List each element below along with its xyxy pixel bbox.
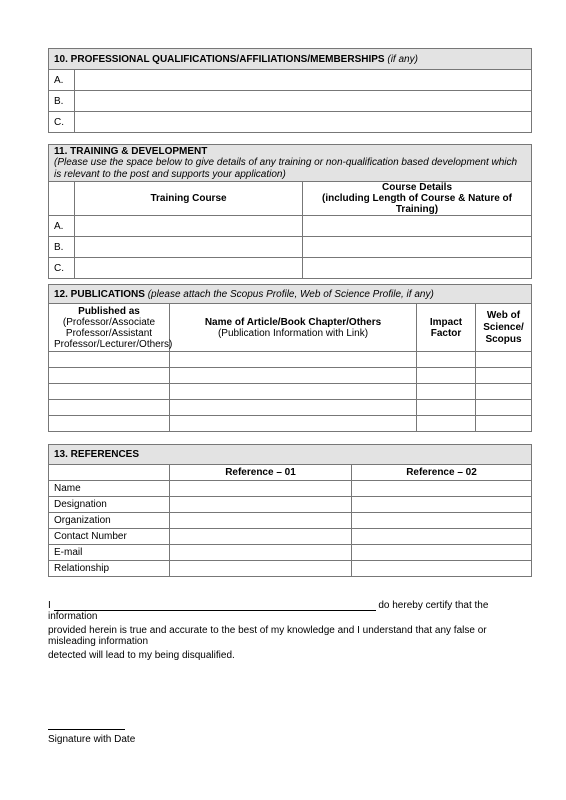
course-details-field-b[interactable] (303, 237, 532, 258)
publication-cell[interactable] (49, 368, 170, 384)
applicant-name-blank[interactable] (54, 600, 376, 611)
section-10-table (48, 48, 532, 133)
reference-01-designation-field[interactable] (170, 497, 352, 513)
section-12-header (49, 285, 532, 304)
impact-factor-header: Impact Factor (417, 304, 476, 352)
publication-cell[interactable] (476, 368, 532, 384)
section-11-title: 11. TRAINING & DEVELOPMENT (54, 145, 208, 157)
reference-01-contact-field[interactable] (170, 529, 352, 545)
course-details-header (303, 182, 532, 216)
row-label: A. (49, 70, 75, 91)
publication-cell[interactable] (417, 352, 476, 368)
published-as-header (49, 304, 173, 352)
article-name-title: Name of Article/Book Chapter/Others (204, 316, 382, 328)
web-of-science-header: Web of Science/ Scopus (476, 304, 532, 352)
row-label: B. (49, 91, 75, 112)
publication-cell[interactable] (417, 368, 476, 384)
reference-01-name-field[interactable] (170, 481, 352, 497)
section-13-table (48, 444, 532, 577)
section-11-note: (Please use the space below to give details of any training or non-qualification based development which is relevant to the post and supports your application) (54, 156, 518, 180)
section-11-header (49, 145, 532, 182)
published-as-title: Published as (78, 305, 140, 317)
blank-header-cell (49, 465, 170, 481)
reference-02-designation-field[interactable] (352, 497, 532, 513)
reference-01-organization-field[interactable] (170, 513, 352, 529)
training-course-header: Training Course (75, 182, 303, 216)
reference-field-label: Designation (49, 497, 170, 513)
training-course-field-c[interactable] (75, 258, 303, 279)
section-12-title-note: (please attach the Scopus Profile, Web of Science Profile, if any) (147, 288, 434, 300)
article-name-subtitle: (Publication Information with Link) (217, 327, 369, 339)
row-label: C. (49, 258, 75, 279)
reference-01-email-field[interactable] (170, 545, 352, 561)
publication-cell[interactable] (417, 400, 476, 416)
reference-01-relationship-field[interactable] (170, 561, 352, 577)
reference-field-label: Contact Number (49, 529, 170, 545)
reference-field-label: Name (49, 481, 170, 497)
publication-cell[interactable] (476, 400, 532, 416)
row-label: B. (49, 237, 75, 258)
section-12-table (48, 284, 532, 432)
publication-cell[interactable] (170, 352, 417, 368)
publication-cell[interactable] (170, 368, 417, 384)
certification-line-3: detected will lead to my being disqualified. (48, 650, 235, 661)
reference-02-relationship-field[interactable] (352, 561, 532, 577)
publication-cell[interactable] (170, 384, 417, 400)
signature-line[interactable] (48, 729, 125, 730)
course-details-subtitle: (including Length of Course & Nature of Training) (322, 193, 512, 215)
publication-cell[interactable] (417, 384, 476, 400)
course-details-title: Course Details (381, 182, 453, 193)
reference-02-organization-field[interactable] (352, 513, 532, 529)
publication-cell[interactable] (417, 416, 476, 432)
publication-cell[interactable] (49, 352, 170, 368)
publication-cell[interactable] (49, 416, 170, 432)
publication-cell[interactable] (49, 384, 170, 400)
section-10-title: 10. PROFESSIONAL QUALIFICATIONS/AFFILIATIONS/MEMBERSHIPS (54, 53, 385, 65)
reference-02-name-field[interactable] (352, 481, 532, 497)
published-as-options: (Professor/Associate Professor/Assistant Professor/Lecturer/Others) (54, 316, 173, 350)
section-12-title: 12. PUBLICATIONS (54, 288, 145, 300)
certification-prefix: I (48, 600, 51, 611)
qualification-field-b[interactable] (75, 91, 532, 112)
course-details-field-a[interactable] (303, 216, 532, 237)
publication-cell[interactable] (476, 352, 532, 368)
reference-02-header: Reference – 02 (352, 465, 532, 481)
publication-cell[interactable] (476, 384, 532, 400)
reference-field-label: E-mail (49, 545, 170, 561)
reference-field-label: Organization (49, 513, 170, 529)
signature-label: Signature with Date (48, 734, 136, 745)
section-10-title-note: (if any) (387, 53, 418, 65)
training-course-field-b[interactable] (75, 237, 303, 258)
row-label: C. (49, 112, 75, 133)
reference-02-email-field[interactable] (352, 545, 532, 561)
qualification-field-c[interactable] (75, 112, 532, 133)
article-name-header (170, 304, 417, 352)
certification-suffix: do hereby certify that the information (48, 600, 489, 622)
training-course-field-a[interactable] (75, 216, 303, 237)
section-13-header: 13. REFERENCES (49, 445, 532, 465)
qualification-field-a[interactable] (75, 70, 532, 91)
reference-field-label: Relationship (49, 561, 170, 577)
row-label: A. (49, 216, 75, 237)
section-11-table (48, 144, 532, 279)
blank-header-cell (49, 182, 75, 216)
certification-line-2: provided herein is true and accurate to the best of my knowledge and I understand that any false or misleading information (48, 625, 487, 647)
certification-line-1 (48, 600, 532, 622)
course-details-field-c[interactable] (303, 258, 532, 279)
publication-cell[interactable] (170, 416, 417, 432)
reference-02-contact-field[interactable] (352, 529, 532, 545)
publication-cell[interactable] (170, 400, 417, 416)
reference-01-header: Reference – 01 (170, 465, 352, 481)
publication-cell[interactable] (476, 416, 532, 432)
section-10-header (49, 49, 532, 70)
publication-cell[interactable] (49, 400, 170, 416)
